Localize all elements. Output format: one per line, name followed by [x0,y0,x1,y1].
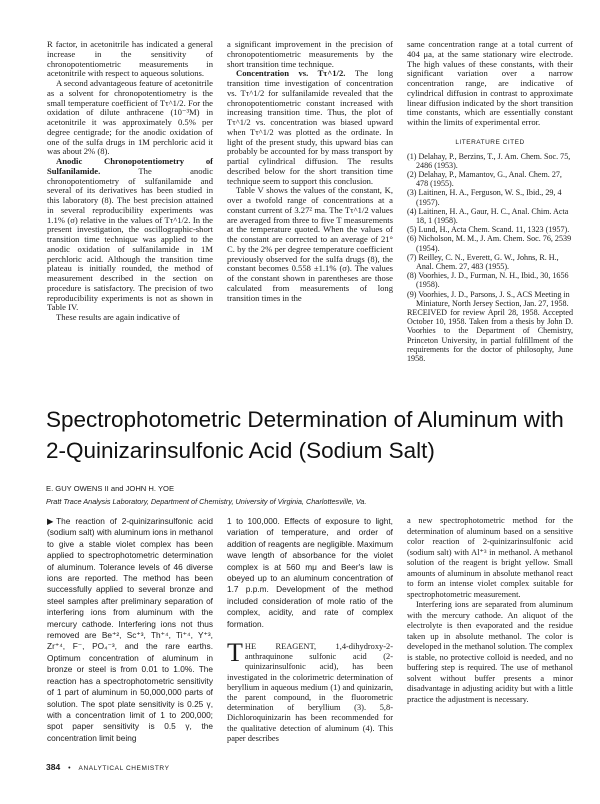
abstract-text: The reaction of 2-quinizarinsulfonic acid (sodium salt) with aluminum ions in methanol to give a stable violet complex has been applied to spectrophotometric determination of aluminum. Tolerance levels of 46 diverse ions are reported. The method has been successfully applied to several bronze and steel samples after preliminary separation of interfering ions from aluminum with the mercury cathode. Interfering ions not thus removed are Be⁺², Sc⁺³, Th⁺⁴, Ti⁺⁴, Y⁺³, Zr⁺⁴, F⁻, PO₄⁻³, and the rare earths. Optimum concentration of aluminum in bronze or steel is from 0.01 to 1.0%. The reaction has a spectrophotometric sensitivity of 1 part of aluminum in 50,000,000 parts of solution. The spot plate sensitivity is 0.25 γ, with a concentration limit of 1 to 200,000; spot paper sensitivity is 0.5 γ, the concentration limit being [47,516,213,743]
intro-column-2 [227,638,393,744]
reference-item: (8) Voorhies, J. D., Furman, N. H., Ibid., 30, 1656 (1958). [407,271,569,290]
reference-list [407,152,573,308]
reference-item: (1) Delahay, P., Berzins, T., J. Am. Chem. Soc. 75, 2486 (1953). [407,151,571,170]
run-in-heading: Concentration vs. Tτ^1/2. [236,68,346,79]
reference-item: (6) Nicholson, M. M., J. Am. Chem. Soc. 76, 2539 (1954). [407,234,572,253]
footer-separator: • [68,765,71,772]
abstract-column-2 [227,516,393,630]
abstract-marker-icon: ▶ [47,516,57,526]
article-authors: E. GUY OWENS II and JOHN H. YOE [46,484,175,493]
intro-paragraph [227,638,393,744]
paragraph: These results are again indicative of [56,312,180,322]
page-number: 384 [46,762,61,772]
intro-paragraph: Interfering ions are separated from aluminum with the mercury cathode. An aliquot of the electrolyte is then evaporated and the residue taken up in absolute methanol. The color is developed in the methanol solution. The complex is stable, no protective colloid is needed, and no buffering step is required. The use of methanol solvent without buffer presents a minor disadvantage in adjusting acidity but with a little practice the adjustment is necessary. [407,600,573,704]
paragraph: a significant improvement in the precision of chronopotentiometric measurements by the short transition time technique. [227,39,393,69]
intro-column-3 [407,516,573,705]
intro-text: HE REAGENT, 1,4-dihydroxy-2-anthraquinone sulfonic acid (2-quinizarinsulfonic acid), has been investigated in the colorimetric determination of beryllium in aqueous medium (1) and quinizarin, the parent compound, in the fluorometric determination of beryllium (3). 5,8-Dichloroquinizarin has been recommended for the qualitative detection of aluminum (4). This paper describes [227,642,393,743]
paragraph: R factor, in acetonitrile has indicated a general increase in the sensitivity of chronopotentiometric measurements in acetonitrile with respect to aqueous solutions. [47,39,213,79]
run-in-heading: Anodic Chronopotentiometry of Sulfanilamide. [47,156,213,176]
paragraph [47,157,213,313]
reference-item: (2) Delahay, P., Mamantov, G., Anal. Chem. 27, 478 (1955). [407,169,562,189]
abstract-column-1 [47,516,213,744]
paragraph-text: The anodic chronopotentiometry of sulfanilamide and several of its derivatives has been studied in this laboratory (8). The best precision attained in several reproducibility experiments was 1.1% (σ) relative in the values of Tτ^1/2. In the present investigation, the oscillographic-short transition time technique was applied to the anodic oxidation of sulfanilamide in 1M perchloric acid. Although the transition time plateau is initially rounded, the method of measurement described in the section on procedure is satisfactory. The precision of two reproducibility experiments is not as shown in Table IV. [47,165,214,313]
reference-item: (9) Voorhies, J. D., Parsons, J. S., ACS Meeting in Miniature, North Jersey Section, Jan. 27, 1958. [407,289,570,308]
top-column-3 [407,40,573,363]
reference-item: (4) Laitinen, H. A., Gaur, H. C., Anal. Chim. Acta 18, 1 (1958). [407,206,569,225]
top-column-2 [227,40,393,303]
paragraph: A second advantageous feature of acetonitrile as a solvent for chronopotentiometry is the small temperature coefficient of Tτ^1/2. For the oxidation of dilute anthracene (10⁻³M) in acetonitrile it was approximately 0.5% per degree centigrade; for the anodic oxidation of one of the sulfa drugs in 1M perchloric acid it was about 2% (8). [47,78,213,157]
reference-item: (7) Reilley, C. N., Everett, G. W., Johns, R. H., Anal. Chem. 27, 483 (1955). [407,252,559,271]
abstract-paragraph: 1 to 100,000. Effects of exposure to light, variation of temperature, and order of addition of reagents are negligible. Maximum wave length of absorbance for the violet complex is at 560 mμ and Beer's law is obeyed up to an aluminum concentration of 1.7 p.p.m. Development of the method included consideration of mole ratio of the complex, acidity, and rate of complex formation. [227,516,393,629]
article-affiliation: Pratt Trace Analysis Laboratory, Department of Chemistry, University of Virginia, Charlottesville, Va. [46,497,367,506]
article-title: Spectrophotometric Determination of Aluminum with 2-Quinizarinsulfonic Acid (Sodium Salt) [46,407,564,463]
journal-name: ANALYTICAL CHEMISTRY [78,765,170,772]
received-note: RECEIVED for review April 28, 1958. Accepted October 10, 1958. Taken from a thesis by John D. Voorhies to the Department of Chemistry, Princeton University, in partial fulfillment of the requirements for the doctor of philosophy, June 1958. [407,307,573,363]
drop-cap: T [227,638,243,667]
literature-cited-heading: LITERATURE CITED [455,138,525,146]
abstract-paragraph [47,516,213,744]
intro-paragraph: a new spectrophotometric method for the determination of aluminum based on a sensitive color reaction of 2-quinizarinsulfonic acid (sodium salt) with Al⁺³ in methanol. A methanol solution of the reagent is bright yellow. Small amounts of aluminum in absolute methanol react to form an intense violet complex suitable for spectrophotometric measurement. [407,516,573,599]
paragraph-text: The long transition time investigation of concentration vs. Tτ^1/2 for sulfanilamide revealed that the chronopotentiometric constant increased with increasing transition time. Thus, the plot of Tτ^1/2 vs. concentration was biased upward when Tτ^1/2 was plotted as the ordinate. In light of the present study, this upward bias can probably be accounted for by mass transport by partial cylindrical diffusion. The results described below for the short transition time technique seem to support this conclusion. [227,68,393,186]
reference-item: (3) Laitinen, H. A., Ferguson, W. S., Ibid., 29, 4 (1957). [407,188,562,207]
paragraph [227,69,393,186]
reference-item: (5) Lund, H., Acta Chem. Scand. 11, 1323 (1957). [407,225,570,235]
paragraph: Table V shows the values of the constant, K, over a twofold range of concentrations at a constant current of 3.27² ma. The Tτ^1/2 values are averaged from three to five T measurements at the temperature quoted. When the values of the constant are corrected to an average of 21° C. by the 2% per degree temperature coefficient previously observed for the sulfa drugs (8), the constant becomes 0.558 ±1.1% (σ). The values of the constant shown in parentheses are those calculated from measurements of long transition times in the [227,185,393,303]
paragraph: same concentration range at a total current of 404 μa, at the same stationary wire electrode. The high values of these constants, with their significant variation over a narrow concentration range, are indicative of cylindrical diffusion in contrast to approximate linear diffusion indicated by the short transition time constants, which are essentially constant within the limits of experimental error. [407,39,573,127]
page-footer [46,762,170,772]
top-column-1 [47,40,213,323]
